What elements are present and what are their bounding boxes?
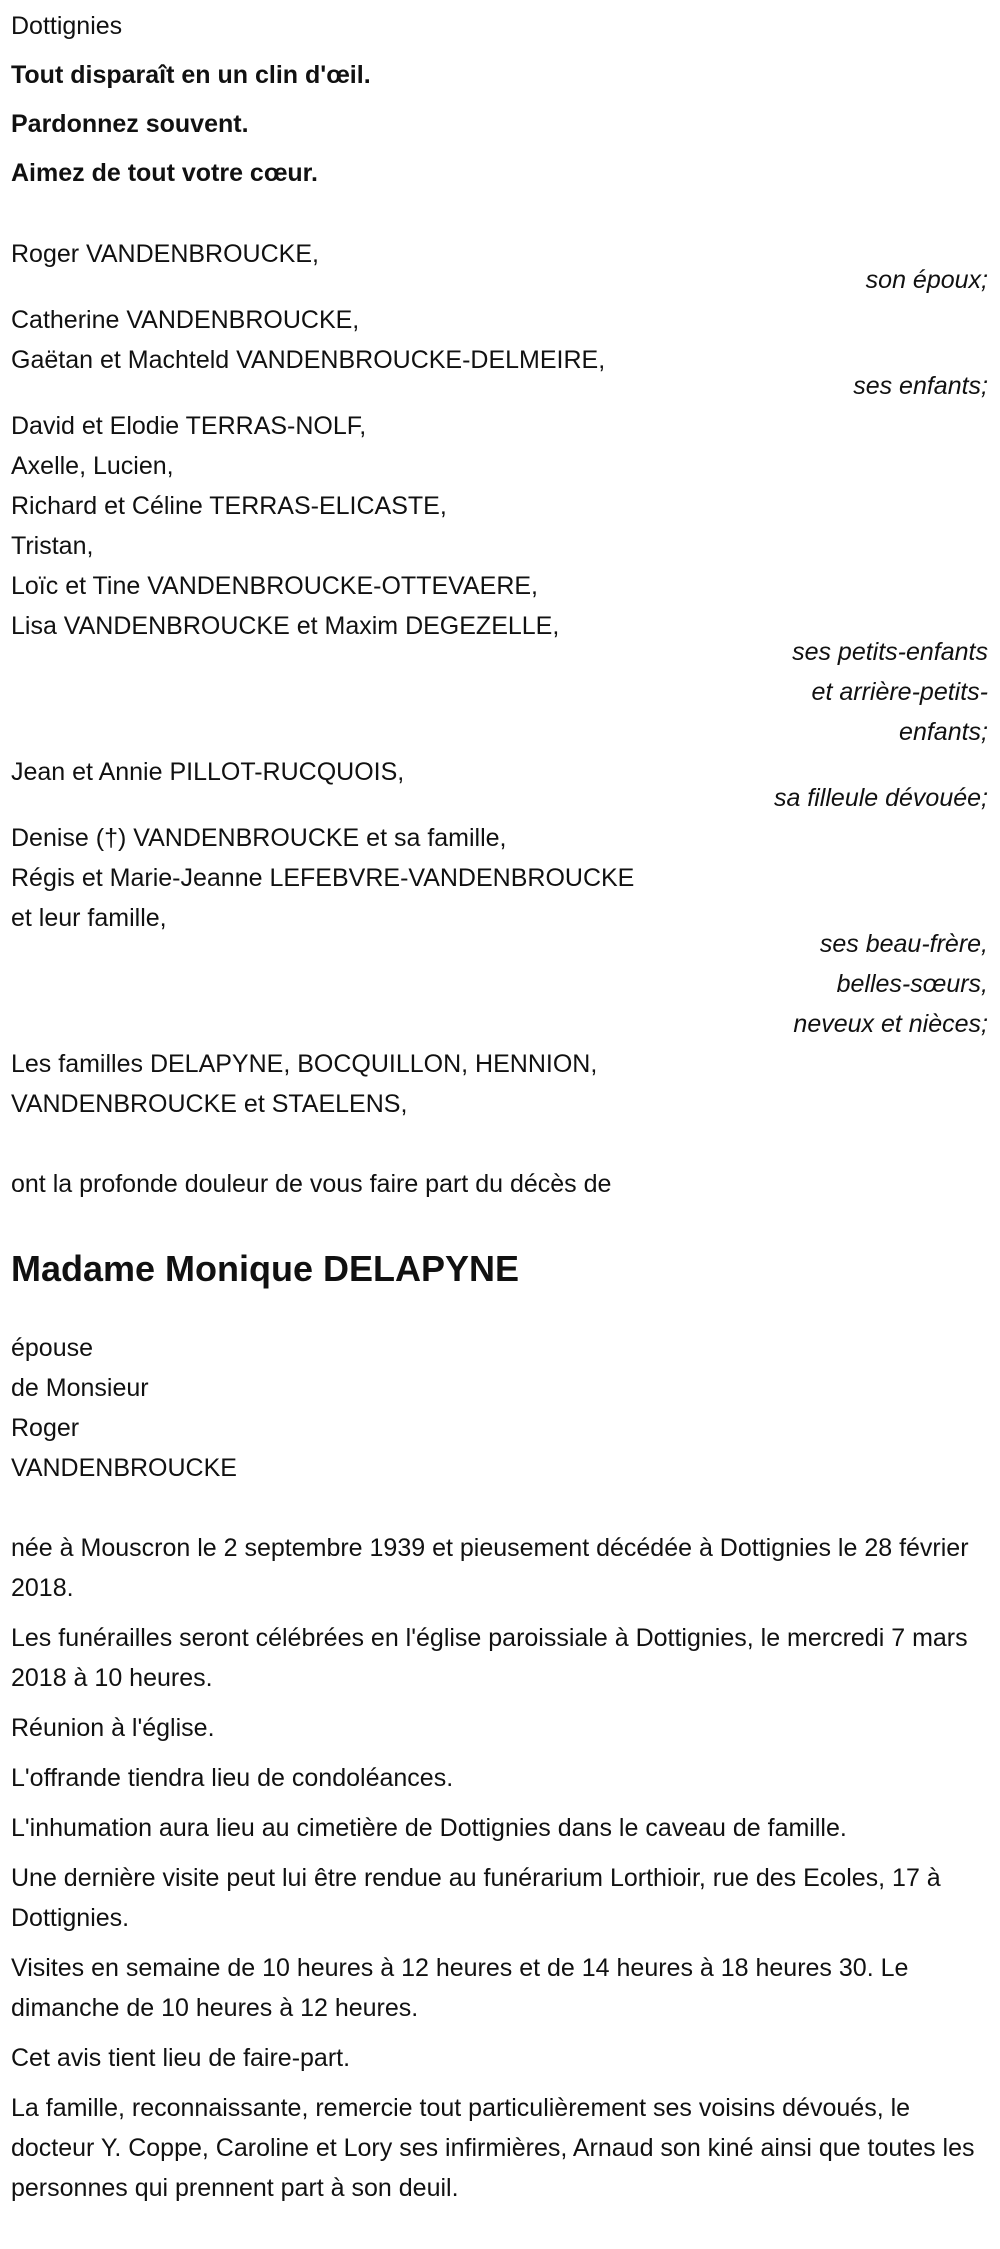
relationship-label — [11, 924, 988, 1044]
family-group — [11, 1044, 988, 1124]
relationship-line: ses enfants; — [853, 372, 988, 400]
relationship-line: neveux et nièces; — [793, 1010, 988, 1038]
family-member: Tristan, — [11, 532, 94, 560]
family-group — [11, 300, 988, 406]
spouse-line: épouse — [11, 1334, 94, 1362]
relationship-line: ses beau-frère, — [819, 930, 988, 958]
family-list — [11, 234, 988, 1124]
family-group — [11, 234, 988, 300]
paragraph: Une dernière visite peut lui être rendue au funérarium Lorthioir, rue des Ecoles, 17 à Dottignies. — [11, 1864, 941, 1932]
spouse-info — [11, 1328, 988, 1488]
family-member: Richard et Céline TERRAS-ELICASTE, — [11, 492, 447, 520]
paragraph: La famille, reconnaissante, remercie tout particulièrement ses voisins dévoués, le docteur Y. Coppe, Caroline et Lory ses infirmières, Arnaud son kiné ainsi que toutes les personnes qui prennent part à son deuil. — [11, 2094, 975, 2202]
motto-line: Tout disparaît en un clin d'œil. — [11, 61, 371, 89]
family-member: Jean et Annie PILLOT-RUCQUOIS, — [11, 758, 405, 786]
spouse-line: de Monsieur — [11, 1374, 149, 1402]
paragraph: L'inhumation aura lieu au cimetière de Dottignies dans le caveau de famille. — [11, 1814, 847, 1842]
family-member: Catherine VANDENBROUCKE, — [11, 306, 360, 334]
paragraph: L'offrande tiendra lieu de condoléances. — [11, 1764, 454, 1792]
paragraph: Les funérailles seront célébrées en l'église paroissiale à Dottignies, le mercredi 7 mars 2018 à 10 heures. — [11, 1624, 968, 1692]
family-member: Denise (†) VANDENBROUCKE et sa famille, — [11, 824, 507, 852]
motto-line: Pardonnez souvent. — [11, 110, 249, 138]
relationship-line: ses petits-enfants — [792, 638, 988, 666]
family-member: Axelle, Lucien, — [11, 452, 174, 480]
motto — [11, 55, 988, 193]
paragraph: Cet avis tient lieu de faire-part. — [11, 2044, 351, 2072]
relationship-line: son époux; — [865, 266, 988, 294]
family-member: Roger VANDENBROUCKE, — [11, 240, 319, 268]
family-group — [11, 752, 988, 818]
paragraph: née à Mouscron le 2 septembre 1939 et pieusement décédée à Dottignies le 28 février 2018. — [11, 1534, 969, 1602]
family-member: David et Elodie TERRAS-NOLF, — [11, 412, 367, 440]
family-member: Lisa VANDENBROUCKE et Maxim DEGEZELLE, — [11, 612, 560, 640]
relationship-label — [11, 632, 988, 752]
relationship-line: enfants; — [899, 718, 988, 746]
paragraph: Visites en semaine de 10 heures à 12 heures et de 14 heures à 18 heures 30. Le dimanche de 10 heures à 12 heures. — [11, 1954, 909, 2022]
paragraph: Réunion à l'église. — [11, 1714, 215, 1742]
deceased-name: Madame Monique DELAPYNE — [11, 1248, 520, 1289]
family-member: Loïc et Tine VANDENBROUCKE-OTTEVAERE, — [11, 572, 538, 600]
spouse-line: Roger — [11, 1414, 80, 1442]
details — [11, 1528, 988, 2208]
relationship-line: belles-sœurs, — [836, 970, 988, 998]
family-group — [11, 818, 988, 1044]
relationship-line: et arrière-petits- — [811, 678, 988, 706]
family-group — [11, 406, 988, 752]
family-member: Les familles DELAPYNE, BOCQUILLON, HENNION, — [11, 1050, 598, 1078]
relationship-line: sa filleule dévouée; — [773, 784, 988, 812]
spouse-line: VANDENBROUCKE — [11, 1454, 237, 1482]
family-member: Régis et Marie-Jeanne LEFEBVRE-VANDENBROUCKE — [11, 864, 635, 892]
family-member: VANDENBROUCKE et STAELENS, — [11, 1090, 408, 1118]
family-member: et leur famille, — [11, 904, 167, 932]
motto-line: Aimez de tout votre cœur. — [11, 159, 318, 187]
family-member: Gaëtan et Machteld VANDENBROUCKE-DELMEIRE, — [11, 346, 606, 374]
announcement-text: ont la profonde douleur de vous faire part du décès de — [11, 1170, 612, 1198]
location: Dottignies — [11, 12, 123, 40]
